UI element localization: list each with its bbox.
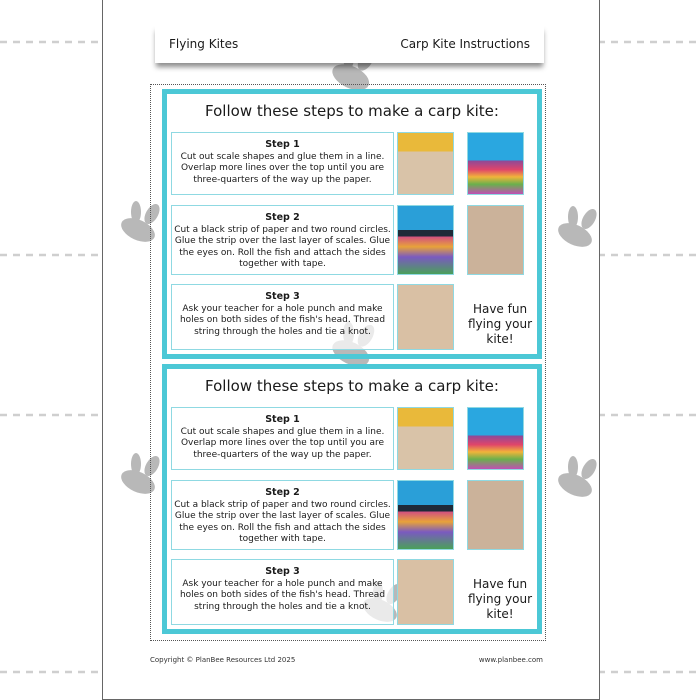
- step-text: Cut out scale shapes and glue them in a line. Overlap more lines over the top until you are three-quarters of the way up the paper.: [180, 426, 385, 460]
- photo-finished-kite: [397, 284, 454, 350]
- copyright-notice: Copyright © PlanBee Resources Ltd 2025: [150, 656, 296, 664]
- instruction-card: [162, 89, 542, 359]
- instruction-card: [162, 364, 542, 634]
- photo-rolled-fish: [467, 205, 524, 275]
- photo-cut-scales: [397, 132, 454, 195]
- closing-message: Have fun flying your kite!: [467, 302, 532, 346]
- bee-icon: [545, 455, 600, 500]
- step-heading: Step 3: [265, 566, 300, 577]
- step-text: Cut out scale shapes and glue them in a line. Overlap more lines over the top until you are three-quarters of the way up the paper.: [180, 151, 385, 185]
- bee-icon: [545, 205, 600, 250]
- step-heading: Step 1: [265, 139, 300, 150]
- website-link[interactable]: www.planbee.com: [478, 656, 543, 664]
- photo-cut-scales: [397, 407, 454, 470]
- header-topic: Flying Kites: [169, 37, 239, 51]
- step-heading: Step 1: [265, 414, 300, 425]
- photo-rolled-fish: [467, 480, 524, 550]
- header-title: Carp Kite Instructions: [400, 37, 530, 51]
- step-box: [171, 132, 394, 195]
- card-title: Follow these steps to make a carp kite:: [205, 377, 499, 395]
- closing-message: Have fun flying your kite!: [467, 577, 532, 621]
- step-text: Ask your teacher for a hole punch and make holes on both sides of the fish's head. Thread string through the holes and tie a knot.: [179, 303, 386, 337]
- step-heading: Step 2: [265, 487, 300, 498]
- photo-glued-scales: [467, 407, 524, 470]
- step-box: [171, 480, 394, 550]
- step-text: Ask your teacher for a hole punch and make holes on both sides of the fish's head. Thread string through the holes and tie a knot.: [179, 578, 386, 612]
- step-box: [171, 284, 394, 350]
- step-box: [171, 407, 394, 470]
- step-text: Cut a black strip of paper and two round circles. Glue the strip over the last layer of scales. Glue the eyes on. Roll the fish and attach the sides together with tape.: [174, 224, 391, 269]
- card-title: Follow these steps to make a carp kite:: [205, 102, 499, 120]
- step-box: [171, 205, 394, 275]
- step-heading: Step 3: [265, 291, 300, 302]
- photo-fish-eyes: [397, 205, 454, 275]
- photo-finished-kite: [397, 559, 454, 625]
- photo-glued-scales: [467, 132, 524, 195]
- step-heading: Step 2: [265, 212, 300, 223]
- page-header: [155, 25, 544, 63]
- step-box: [171, 559, 394, 625]
- photo-fish-eyes: [397, 480, 454, 550]
- step-text: Cut a black strip of paper and two round circles. Glue the strip over the last layer of scales. Glue the eyes on. Roll the fish and attach the sides together with tape.: [174, 499, 391, 544]
